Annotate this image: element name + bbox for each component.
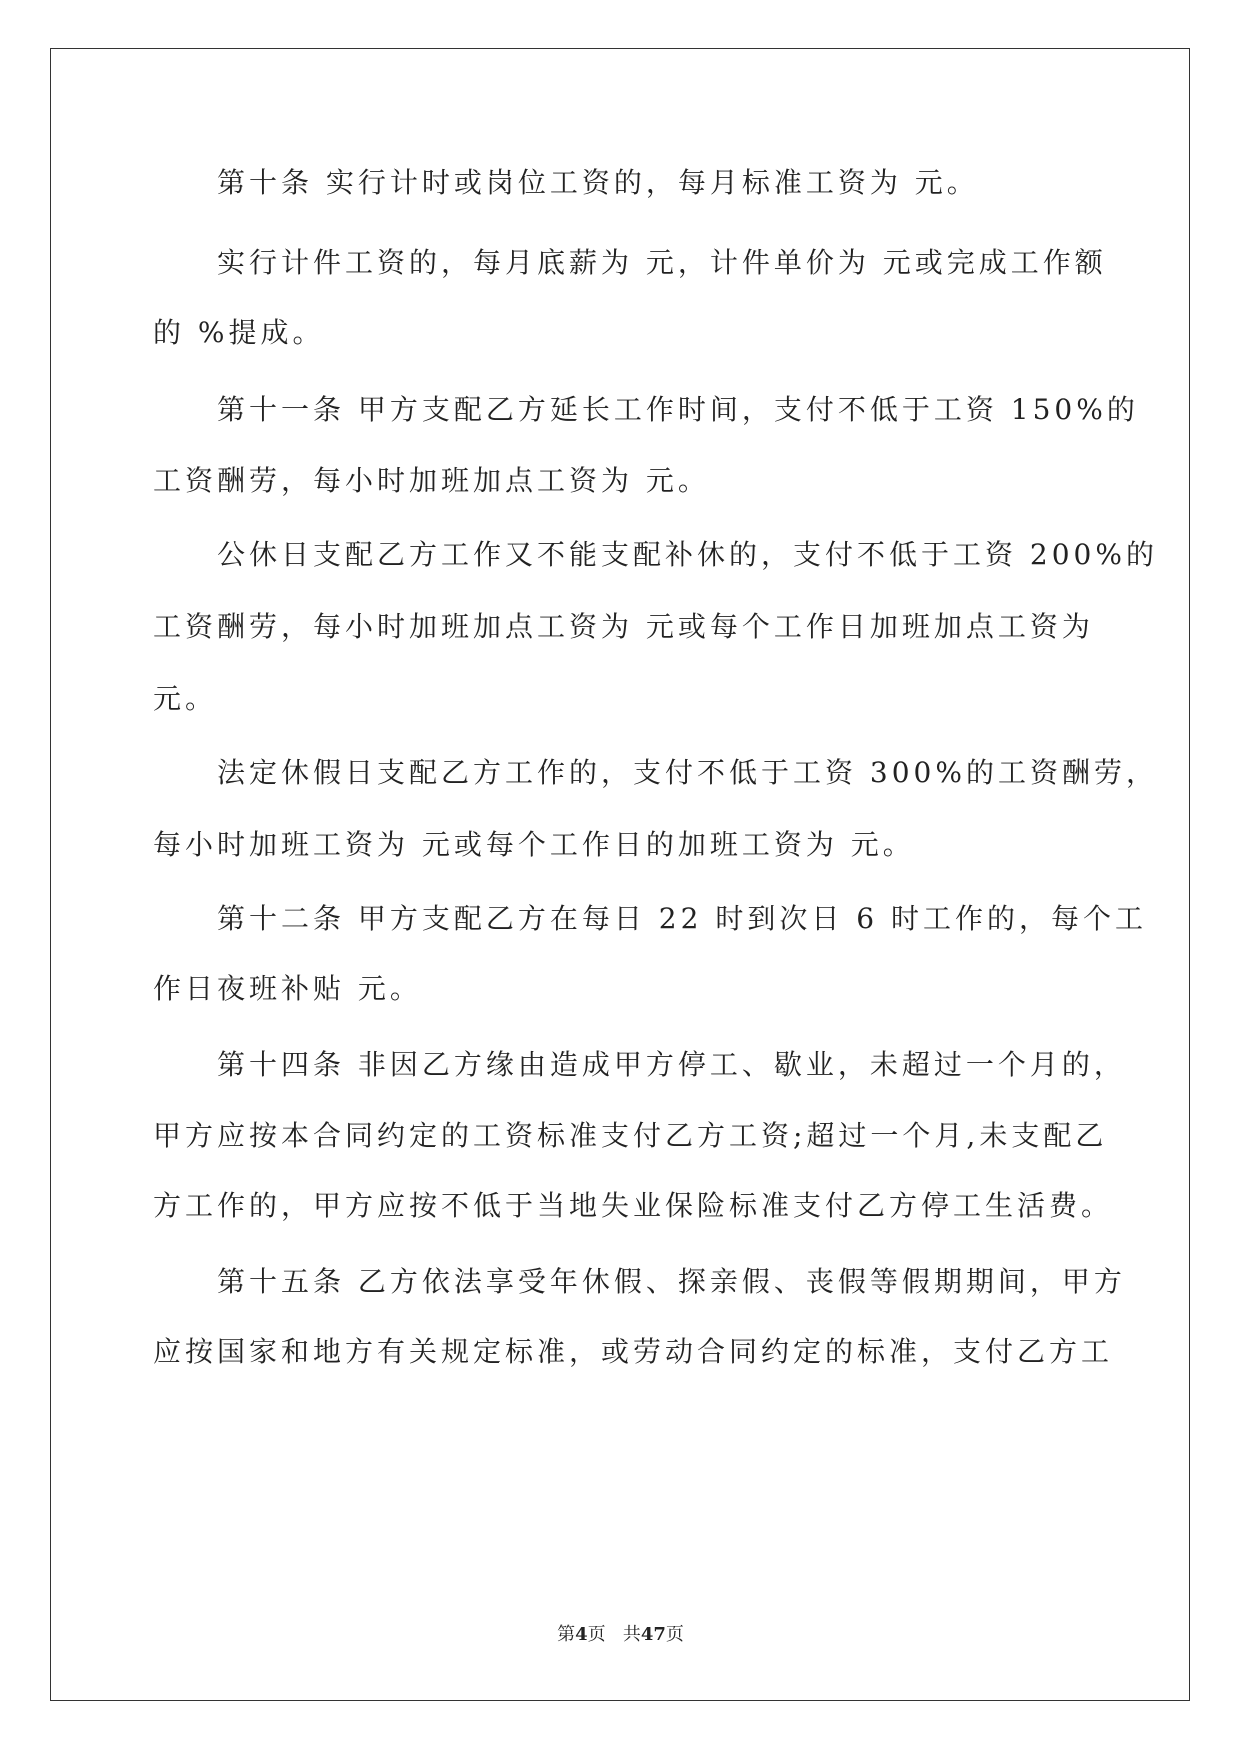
total-suffix: 页 (665, 1624, 684, 1645)
page-footer (0, 1620, 1241, 1646)
paragraph-line: 每小时加班工资为 元或每个工作日的加班工资为 元。 (153, 828, 915, 861)
paragraph-line: 第十四条 非因乙方缘由造成甲方停工、歇业，未超过一个月的， (217, 1048, 1126, 1081)
paragraph-line: 第十二条 甲方支配乙方在每日 22 时到次日 6 时工作的，每个工 (217, 902, 1147, 935)
paragraph-line: 应按国家和地方有关规定标准，或劳动合同约定的标准，支付乙方工 (153, 1335, 1114, 1368)
page-prefix: 第 (557, 1624, 576, 1645)
total-pages: 47 (640, 1624, 666, 1645)
paragraph-line: 第十五条 乙方依法享受年休假、探亲假、丧假等假期期间，甲方 (217, 1265, 1126, 1298)
page-number: 4 (575, 1624, 588, 1645)
paragraph-line: 方工作的，甲方应按不低于当地失业保险标准支付乙方停工生活费。 (153, 1189, 1114, 1222)
paragraph-line: 第十条 实行计时或岗位工资的，每月标准工资为 元。 (217, 166, 979, 199)
paragraph-line: 实行计件工资的，每月底薪为 元，计件单价为 元或完成工作额 (217, 246, 1107, 279)
paragraph-line: 法定休假日支配乙方工作的，支付不低于工资 300%的工资酬劳， (217, 756, 1158, 789)
paragraph-line: 甲方应按本合同约定的工资标准支付乙方工资;超过一个月,未支配乙 (153, 1119, 1108, 1152)
paragraph-line: 的 %提成。 (153, 316, 325, 349)
total-prefix: 共 (622, 1624, 641, 1645)
page-suffix: 页 (587, 1624, 606, 1645)
paragraph-line: 第十一条 甲方支配乙方延长工作时间，支付不低于工资 150%的 (217, 393, 1139, 426)
page-border (50, 48, 1190, 1701)
paragraph-line: 工资酬劳，每小时加班加点工资为 元或每个工作日加班加点工资为 (153, 610, 1094, 643)
paragraph-line: 作日夜班补贴 元。 (153, 972, 422, 1005)
paragraph-line: 工资酬劳，每小时加班加点工资为 元。 (153, 464, 710, 497)
paragraph-line: 元。 (153, 682, 218, 715)
paragraph-line: 公休日支配乙方工作又不能支配补休的，支付不低于工资 200%的 (217, 538, 1158, 571)
